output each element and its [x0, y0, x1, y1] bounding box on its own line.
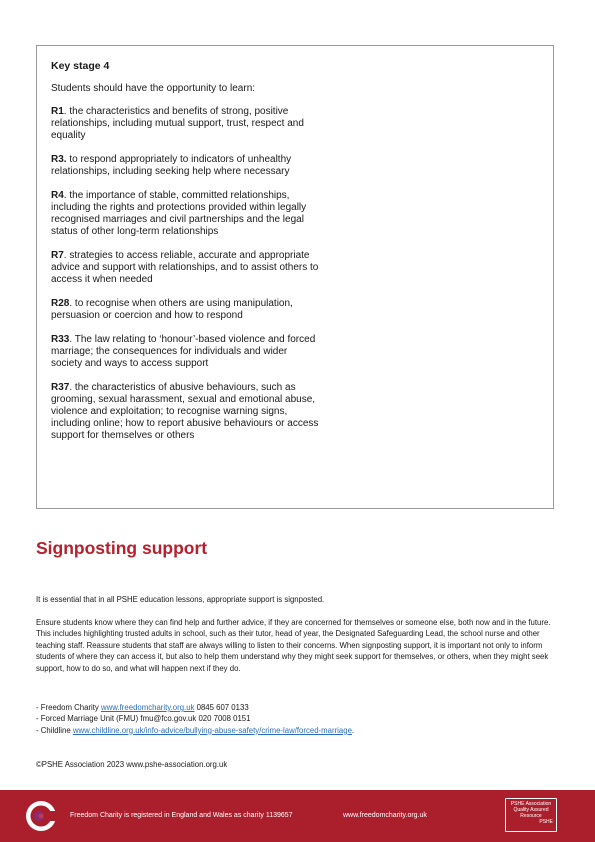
contact-suffix: . — [351, 725, 355, 735]
objective-code: R1 — [51, 106, 64, 117]
objective-code: R3. — [51, 154, 67, 165]
footer-bar — [0, 790, 595, 842]
objective-text: . the characteristics of abusive behaviours, such as grooming, sexual harassment, sexual and emotional abuse, violence and exploitation; to recognise warning signs, including online; how to report abusive behaviours or access support for themselves or others — [51, 382, 319, 441]
objective-r1 — [51, 106, 319, 142]
objective-r28 — [51, 298, 319, 322]
copyright-line: ©PSHE Association 2023 www.pshe-association.org.uk — [36, 760, 228, 769]
objective-r4 — [51, 190, 319, 238]
freedom-charity-link[interactable]: www.freedomcharity.org.uk — [101, 703, 195, 712]
contact-label: - Childline — [36, 725, 73, 735]
objective-text: to respond appropriately to indicators of unhealthy relationships, including seeking help where necessary — [51, 154, 292, 177]
footer-website[interactable]: www.freedomcharity.org.uk — [343, 812, 427, 819]
objective-text: . the characteristics and benefits of strong, positive relationships, including mutual support, trust, respect and equality — [51, 106, 304, 141]
objective-text: . The law relating to ‘honour’-based violence and forced marriage; the consequences for individuals and wider society and ways to access support — [51, 334, 316, 369]
key-stage-title: Key stage 4 — [51, 60, 110, 72]
objective-code: R37 — [51, 382, 70, 393]
objective-text: . the importance of stable, committed relationships, including the rights and protections provided within legally recognised marriages and civil partnerships and the legal status of other long-term relationships — [51, 190, 307, 237]
signposting-heading: Signposting support — [36, 538, 208, 558]
charity-registration-text: Freedom Charity is registered in England and Wales as charity 1139657 — [70, 812, 293, 819]
quality-assured-badge — [505, 798, 557, 832]
objective-code: R7 — [51, 250, 64, 261]
contact-freedom-charity — [36, 702, 558, 713]
contact-childline — [36, 725, 558, 736]
objective-r37 — [51, 382, 319, 442]
badge-brand: PSHE — [539, 819, 553, 825]
key-stage-box — [36, 45, 554, 509]
contact-phone: 0845 607 0133 — [194, 703, 249, 712]
objective-r33 — [51, 334, 319, 370]
signposting-intro: It is essential that in all PSHE education lessons, appropriate support is signposted. — [36, 595, 325, 604]
badge-line: Resource — [520, 813, 542, 819]
contact-label: - Forced Marriage Unit (FMU) fmu@fco.gov.uk 020 7008 0151 — [36, 714, 251, 724]
objective-code: R4 — [51, 190, 64, 201]
contact-fmu — [36, 713, 558, 724]
signposting-body: Ensure students know where they can find help and further advice, if they are concerned for themselves or someone else, both now and in the future. This includes highlighting trusted adults in school, such as their tutor, head of year, the Designated Safeguarding Lead, the school nurse and other teaching staff. Reassure students that staff are always willing to listen to their concerns. When signposting support, it is important not only to inform students of where they can access it, but also to help them understand why they might seek support for themselves, or others, when they might seek support, how to do so, and what will happen next if they do. — [36, 618, 551, 673]
objective-text: . strategies to access reliable, accurate and appropriate advice and support with relationships, and to assist others to access it when needed — [51, 250, 319, 285]
badge-line: Quality Assured — [513, 807, 549, 813]
badge-line: PSHE Association — [510, 801, 552, 807]
childline-link[interactable]: www.childline.org.uk/info-advice/bullying-abuse-safety/crime-law/forced-marriage — [72, 725, 352, 735]
contact-label: - Freedom Charity — [36, 703, 101, 712]
objective-r3 — [51, 154, 319, 178]
objective-text: . to recognise when others are using manipulation, persuasion or coercion and how to respond — [51, 298, 293, 321]
contact-list — [36, 702, 558, 736]
objective-r7 — [51, 250, 319, 286]
objective-code: R33 — [51, 334, 70, 345]
objective-code: R28 — [51, 298, 70, 309]
freedom-charity-logo-icon — [24, 799, 58, 833]
key-stage-intro: Students should have the opportunity to learn: — [51, 83, 256, 94]
